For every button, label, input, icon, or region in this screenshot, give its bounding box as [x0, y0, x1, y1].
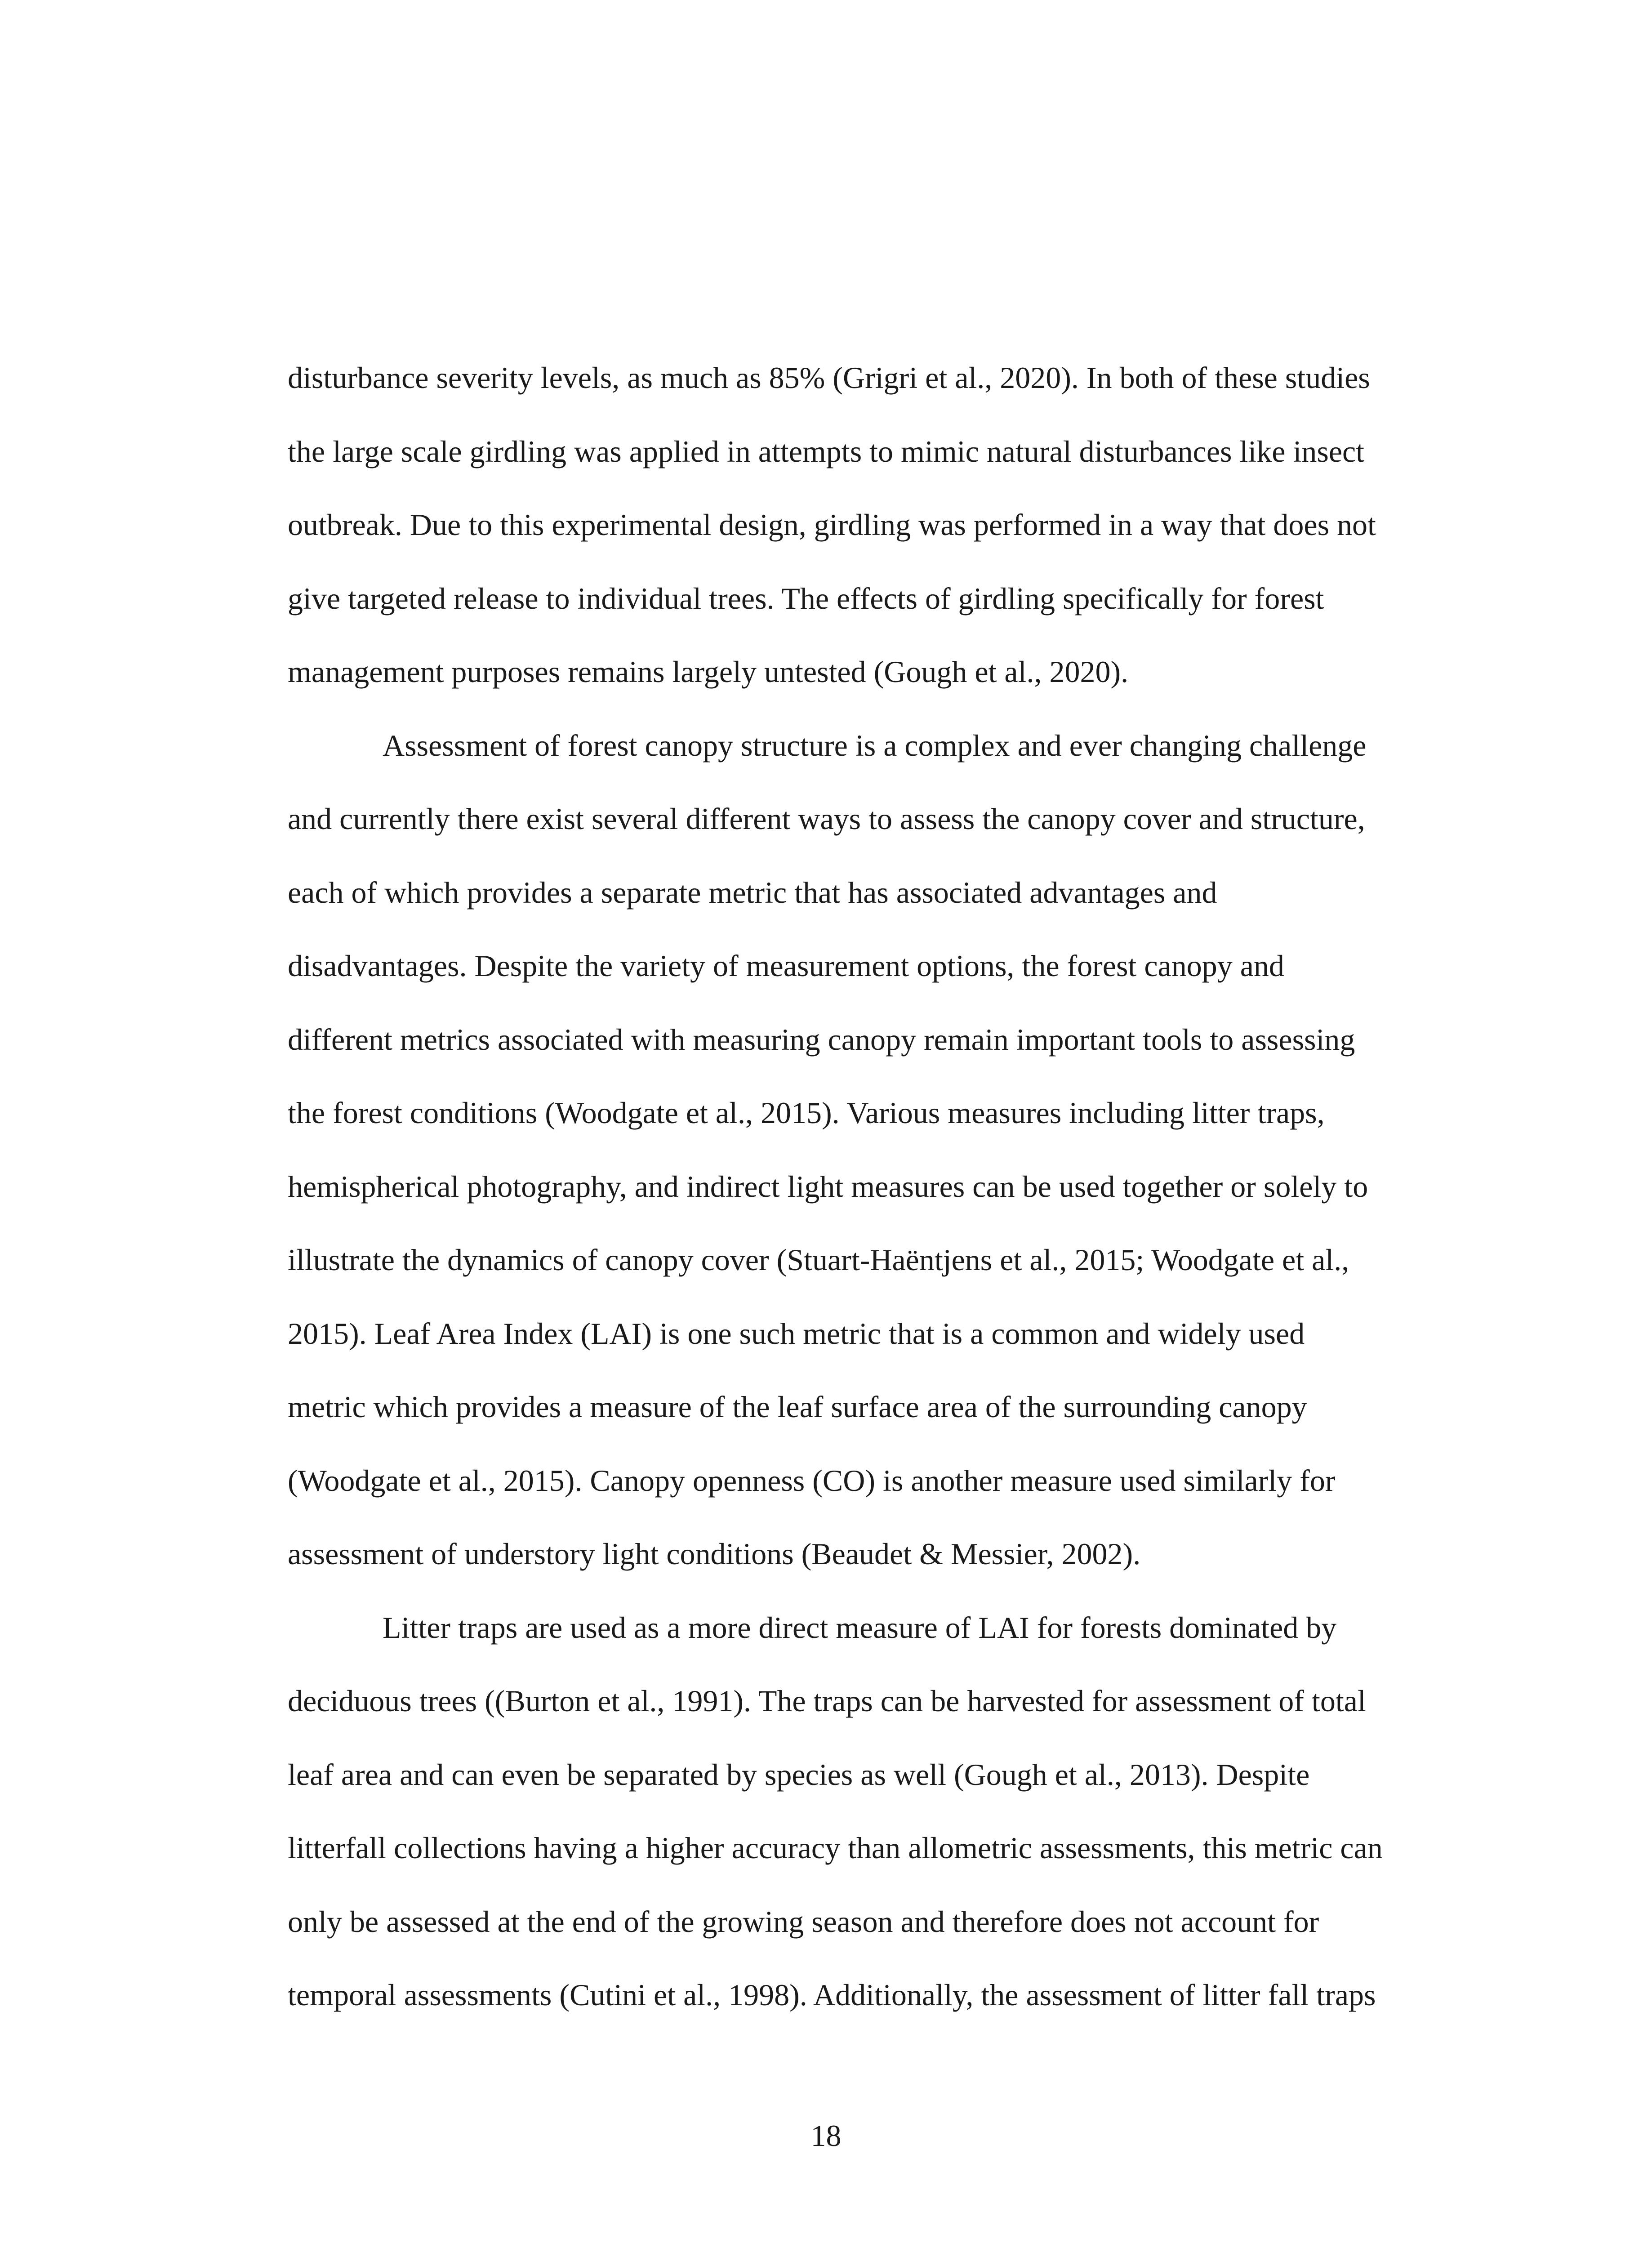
text-line: give targeted release to individual trees. The effects of girdling specifically for forest: [288, 581, 1324, 616]
text-line: management purposes remains largely untested (Gough et al., 2020).: [288, 655, 1129, 689]
text-line: leaf area and can even be separated by species as well (Gough et al., 2013). Despite: [288, 1757, 1310, 1792]
text-line: disadvantages. Despite the variety of measurement options, the forest canopy and: [288, 949, 1284, 983]
text-line: the large scale girdling was applied in attempts to mimic natural disturbances like insect: [288, 434, 1365, 468]
text-line: each of which provides a separate metric that has associated advantages and: [288, 875, 1217, 910]
paragraph-first-line: Assessment of forest canopy structure is a complex and ever changing challenge: [383, 728, 1367, 763]
body-text: [288, 355, 1438, 2046]
text-line: assessment of understory light conditions (Beaudet & Messier, 2002).: [288, 1537, 1141, 1571]
text-line: outbreak. Due to this experimental design, girdling was performed in a way that does not: [288, 508, 1376, 542]
page-number: 18: [810, 2119, 842, 2153]
text-line: (Woodgate et al., 2015). Canopy openness (CO) is another measure used similarly for: [288, 1463, 1336, 1498]
text-line: only be assessed at the end of the growing season and therefore does not account for: [288, 1904, 1319, 1939]
text-line: deciduous trees ((Burton et al., 1991). The traps can be harvested for assessment of total: [288, 1684, 1366, 1718]
text-line: litterfall collections having a higher accuracy than allometric assessments, this metric can: [288, 1831, 1383, 1865]
text-line: the forest conditions (Woodgate et al., 2015). Various measures including litter traps,: [288, 1096, 1325, 1130]
text-line: 2015). Leaf Area Index (LAI) is one such metric that is a common and widely used: [288, 1316, 1305, 1351]
text-line: metric which provides a measure of the leaf surface area of the surrounding canopy: [288, 1390, 1307, 1424]
paragraph-first-line: Litter traps are used as a more direct measure of LAI for forests dominated by: [383, 1610, 1337, 1645]
text-line: disturbance severity levels, as much as 85% (Grigri et al., 2020). In both of these studies: [288, 361, 1370, 395]
text-line: and currently there exist several different ways to assess the canopy cover and structure,: [288, 802, 1365, 836]
text-line: different metrics associated with measuring canopy remain important tools to assessing: [288, 1022, 1355, 1057]
text-line: hemispherical photography, and indirect light measures can be used together or solely to: [288, 1169, 1368, 1204]
text-line: temporal assessments (Cutini et al., 1998). Additionally, the assessment of litter fall traps: [288, 1978, 1376, 2012]
text-line: illustrate the dynamics of canopy cover (Stuart-Haëntjens et al., 2015; Woodgate et al.,: [288, 1243, 1349, 1277]
